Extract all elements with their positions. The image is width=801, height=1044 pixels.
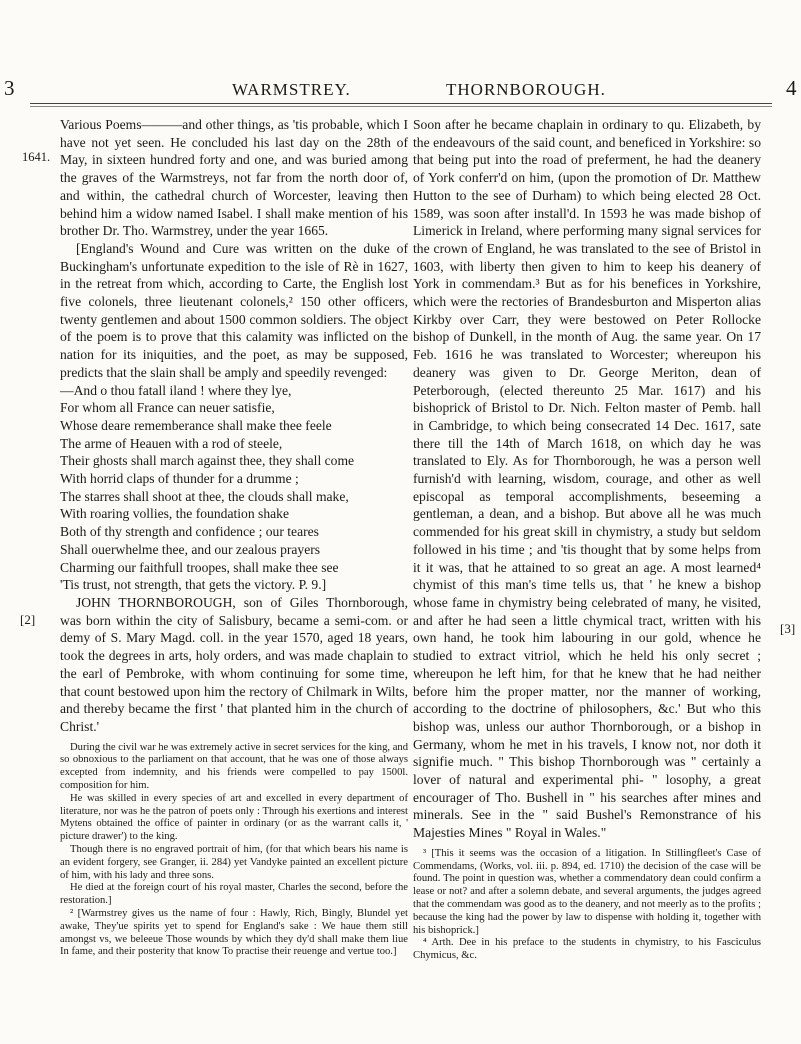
right-footnotes [413, 848, 761, 963]
margin-page-mark-left: [2] [20, 612, 36, 627]
verse-line: Their ghosts shall march against thee, they shall come [60, 453, 355, 469]
verse-line: With roaring vollies, the foundation shake [60, 506, 289, 522]
left-paragraph-1: Various Poems———and other things, as 'tis probable, which I have not yet seen. He concluded his last day on the 28th of May, in sixteen hundred forty and one, and was buried among the graves of the Warmstreys, not far from the north door of, and within, the cathedral church of Worcester, leaving then behind him a widow named Isabel. I shall make mention of his brother Dr. Tho. Warmstrey, under the year 1665. [60, 117, 408, 239]
verse-line: Both of thy strength and confidence ; our teares [60, 524, 319, 540]
verse-line: Shall ouerwhelme thee, and our zealous prayers [60, 541, 321, 557]
footnote-2: ² [Warmstrey gives us the name of four : Hawly, Rich, Bingly, Blundel yet awake, They'ue spirits yet to spend for England's sake : We haue them still amongst vs, we beleeue Those wounds by which they dy'd shall make them liue In fame, and their posterity that know To practise their reuenge and vertue too.] [60, 907, 408, 958]
verse-line: The arme of Heauen with a rod of steele, [60, 435, 283, 451]
page-header [0, 0, 801, 110]
footnote-3: ³ [This it seems was the occasion of a litigation. In Stillingfleet's Case of Commendams, (Works, vol. iii. p. 894, ed. 1710) the decision of the case will be found. The point in question was, whether a commendatory dean could confirm a lease or not? and after a solemn debate, and several arguments, the judges agreed that the commendam was good as to the deanery, and not meerly as to the profits ; because the king had the power by law to dispense with holding it, together with his bishoprick.] [413, 847, 761, 936]
footnote-4: ⁴ Arth. Dee in his preface to the students in chymistry, to his Fasciculus Chymicus, &c. [413, 937, 761, 962]
left-column [60, 116, 408, 959]
right-paragraph-1: Soon after he became chaplain in ordinary to qu. Elizabeth, by the endeavours of the said count, and beneficed in Yorkshire: so that being put into the road of preferment, he had the deanery of York conferr'd on him, (upon the promotion of Dr. Matthew Hutton to the see of Durham) to which being elected 28 Oct. 1589, was soon after install'd. In 1593 he was made bishop of Limerick in Ireland, where performing many signal services for the crown of England, he was translated to the see of Bristol in 1603, with liberty then given to him to keep his deanery of York in commendam.³ But as for his benefices in Yorkshire, which were the rectories of Brandesburton and Misperton alias Kirkby over Carr, they were bestowed on Peter Rollocke bishop of Dunkell, in the month of Aug. the same year. On 17 Feb. 1616 he was translated to Worcester; whereupon his deanery was given to Dr. George Meriton, dean of Peterborough, (elected thereunto 25 Mar. 1617) and his bishoprick of Bristol to Dr. Nich. Felton master of Pemb. hall in Cambridge, to which being consecrated 14 Dec. 1617, sate there till the 14th of March 1618, on which day he was translated to Ely. As for Thornborough, he was a person well furnish'd with learning, wisdom, courage, and other as well episcopal as temporal accomplishments, beseeming a gentleman, a dean, and a bishop. But above all he was much commended for his great skill in chymistry, a study but seldom followed in his time ; and 'tis thought that by some helps from it it was, that he attained to so great an age. A most learned⁴ chymist of this man's time tells us, that ' he knew a bishop whose fame in chymistry being celebrated of many, he visited, and after he had seen a little chymical tract, written with his own hand, he took him labouring in our gold, whence he studied to extract vitriol, which he held his only secret ; whereupon he left him, for that he knew that he had neither before him the proper matter, nor the manner of working, according to the doctrine of philosophers, &c.' But who this bishop was, unless our author Thornborough, or a bishop in Germany, whom he met in his travels, I know not, nor doth it signifie much. " This bishop Thornborough was " certainly a lover of natural and experimental phi- " losophy, a great encourager of Tho. Bushell in " his searches after mines and minerals. See in the " said Bushel's Remonstrance of his Majesties Mines " Royal in Wales." [413, 117, 761, 841]
left-paragraph-2: [England's Wound and Cure was written on the duke of Buckingham's unfortunate expedition to the isle of Rè in 1627, in the retreat from which, according to Carte, the English lost five colonels, three lieutenant colonels,² 150 other officers, twenty gentlemen and about 1500 common soldiers. The object of the poem is to prove that this calamity was inflicted on the nation for its iniquities, and the poet, as may be supposed, predicts that the slain shall be amply and speedily revenged: [60, 240, 408, 380]
page-corner-left: 3 [4, 76, 15, 100]
verse-line: —And o thou fatall iland ! where they lye, [60, 382, 292, 398]
right-column [413, 116, 761, 963]
left-notes [60, 742, 408, 960]
verse-line: Charming our faithfull troopes, shall make thee see [60, 559, 339, 575]
page-corner-right: 4 [786, 76, 797, 100]
note-paragraph: Though there is no engraved portrait of him, (for that which bears his name is an evident forgery, see Granger, ii. 284) yet Vandyke painted an excellent picture of him, with his lady and three sons. [60, 843, 408, 881]
header-rule [30, 103, 772, 104]
running-head-right: THORNBOROUGH. [446, 80, 606, 99]
verse-line: Whose deare rememberance shall make thee feele [60, 417, 332, 433]
header-rule-secondary [30, 106, 772, 107]
left-paragraph-3: JOHN THORNBOROUGH, son of Giles Thornborough, was born within the city of Salisbury, became a semi-com. or demy of S. Mary Magd. coll. in the year 1570, aged 18 years, took the degrees in arts, holy orders, and was made chaplain to the earl of Pembroke, with whom continuing for some time, that count bestowed upon him the rectory of Chilmark in Wilts, and thereby became the first ' that planted him in the church of Christ.' [60, 594, 408, 734]
verse-line: For whom all France can neuer satisfie, [60, 400, 275, 416]
verse-line: With horrid claps of thunder for a drumme ; [60, 471, 299, 487]
running-head-left: WARMSTREY. [232, 80, 351, 99]
verse-line: The starres shall shoot at thee, the clouds shall make, [60, 488, 349, 504]
note-paragraph: He died at the foreign court of his royal master, Charles the second, before the restoration.] [60, 882, 408, 907]
verse-block [60, 382, 408, 594]
note-paragraph: During the civil war he was extremely active in secret services for the king, and so obnoxious to the parliament on that account, that he was one of those always excepted from indemnity, and his friends were compelled to pay 1500l. composition for him. [60, 741, 408, 791]
note-paragraph: He was skilled in every species of art and excelled in every department of literature, nor was he the patron of poets only : Through his exertions and interest Mytens obtained the office of painter in ordinary (or as the warrant calls it, ' picture drawer') to the king. [60, 792, 408, 843]
margin-page-mark-right: [3] [780, 621, 796, 636]
verse-line: 'Tis trust, not strength, that gets the victory. P. 9.] [60, 577, 327, 593]
margin-year: 1641. [22, 150, 51, 164]
